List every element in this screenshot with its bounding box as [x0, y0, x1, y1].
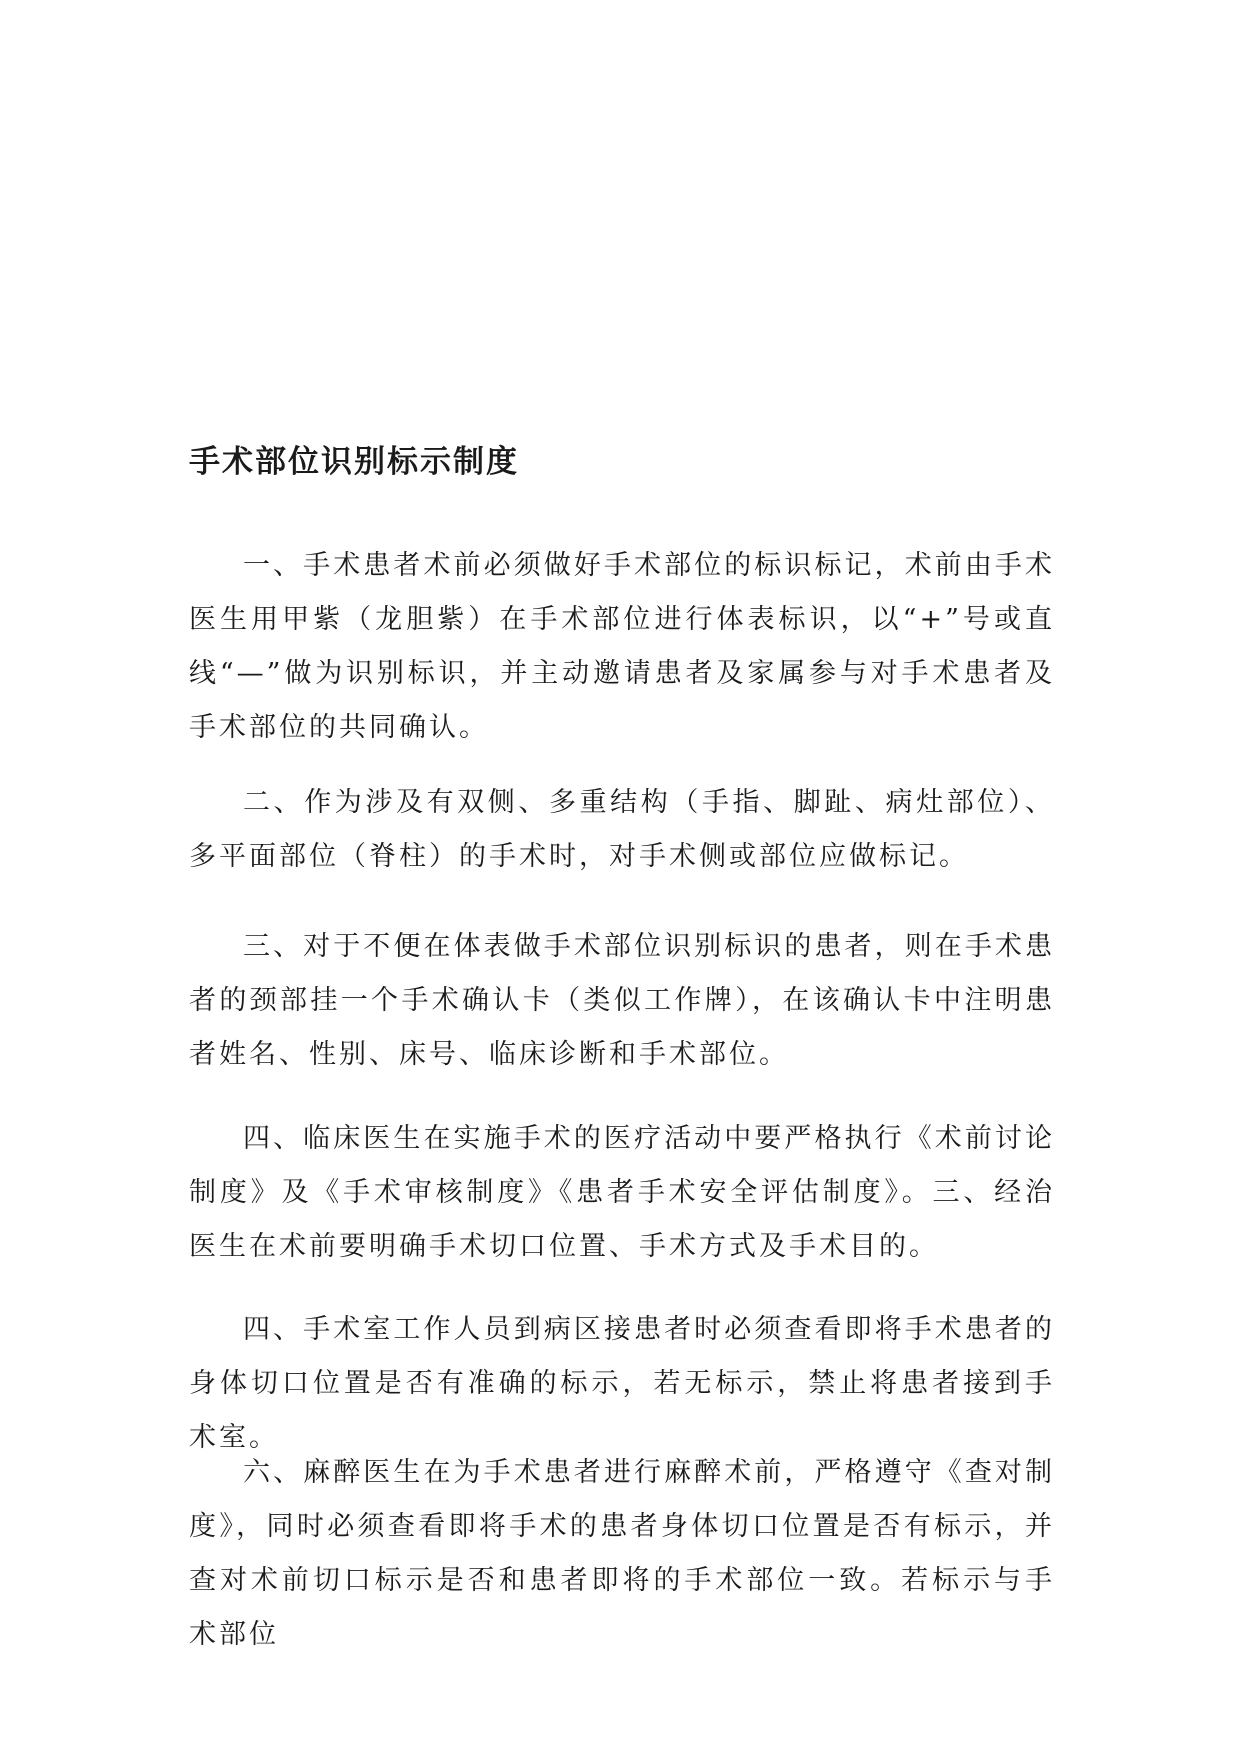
document-title: 手术部位识别标示制度: [189, 444, 519, 480]
paragraph-5: 四、手术室工作人员到病区接患者时必须查看即将手术患者的身体切口位置是否有准确的标示，若无标示，禁止将患者接到手术室。: [189, 1314, 1055, 1453]
paragraph-1: 一、手术患者术前必须做好手术部位的标识标记，术前由手术医生用甲紫（龙胆紫）在手术部位进行体表标识，以“+”号或直线“—”做为识别标识，并主动邀请患者及家属参与对手术患者及手术部位的共同确认。: [189, 550, 1055, 743]
paragraph-4: 四、临床医生在实施手术的医疗活动中要严格执行《术前讨论制度》及《手术审核制度》《患者手术安全评估制度》。三、经治医生在术前要明确手术切口位置、手术方式及手术目的。: [189, 1123, 1055, 1262]
paragraph-6: 六、麻醉医生在为手术患者进行麻醉术前，严格遵守《查对制度》，同时必须查看即将手术的患者身体切口位置是否有标示，并查对术前切口标示是否和患者即将的手术部位一致。若标示与手术部位: [189, 1457, 1055, 1650]
paragraph-3: 三、对于不便在体表做手术部位识别标识的患者，则在手术患者的颈部挂一个手术确认卡（类似工作牌），在该确认卡中注明患者姓名、性别、床号、临床诊断和手术部位。: [189, 931, 1055, 1070]
paragraph-2: 二、作为涉及有双侧、多重结构（手指、脚趾、病灶部位）、多平面部位（脊柱）的手术时，对手术侧或部位应做标记。: [189, 787, 1055, 872]
